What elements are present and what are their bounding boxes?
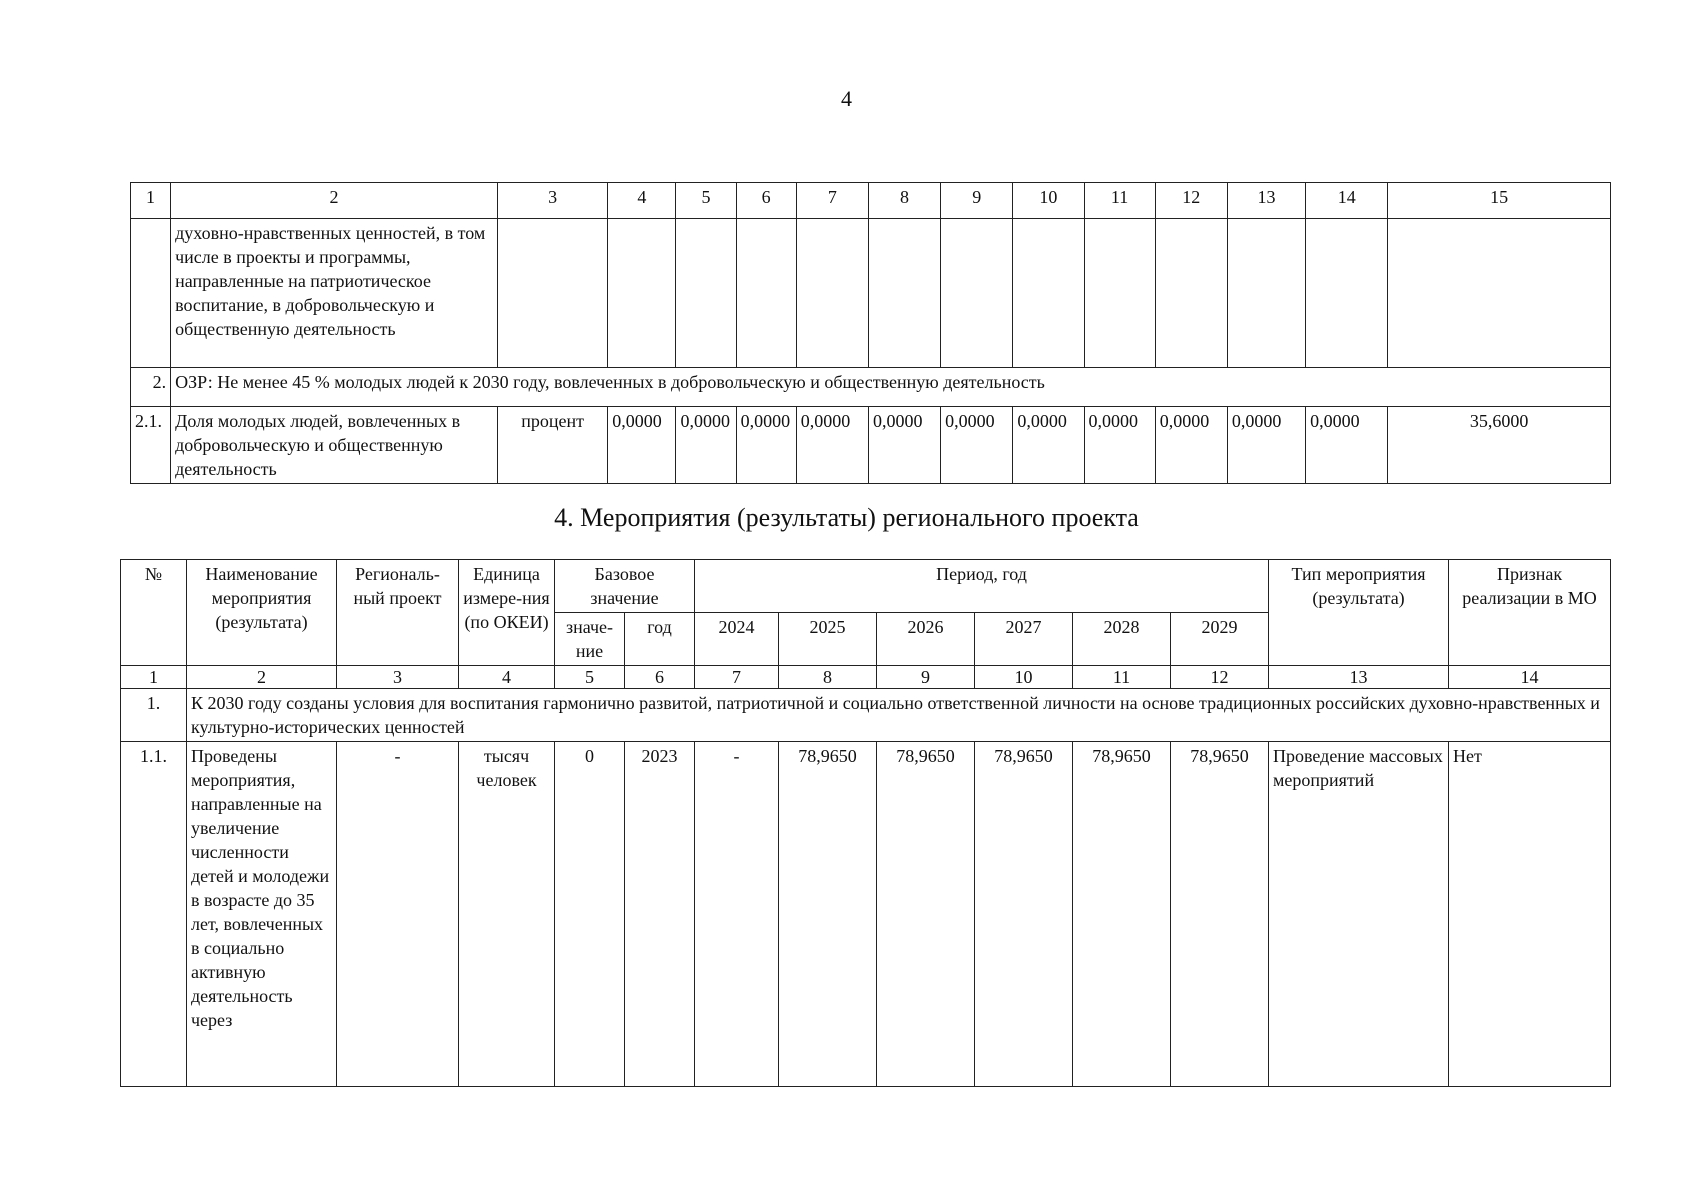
header-unit: Единица измере-ния (по ОКЕИ) bbox=[459, 560, 555, 666]
indicator-row bbox=[131, 407, 1611, 484]
column-number: 14 bbox=[1306, 183, 1388, 219]
indicator-name: Доля молодых людей, вовлеченных в добровольческую и общественную деятельность bbox=[171, 407, 498, 484]
activity-name: Проведены мероприятия, направленные на увеличение численности детей и молодежи в возрасте до 35 лет, вовлеченных в социально активную деятельность через bbox=[187, 742, 337, 1087]
goal-row bbox=[131, 368, 1611, 407]
column-number: 3 bbox=[337, 666, 459, 689]
activity-regional-project: - bbox=[337, 742, 459, 1087]
header-year: 2028 bbox=[1073, 613, 1171, 666]
indicator-value: 0,0000 bbox=[796, 407, 868, 484]
indicator-unit: процент bbox=[497, 407, 607, 484]
activity-year-value: 78,9650 bbox=[877, 742, 975, 1087]
column-number: 15 bbox=[1388, 183, 1611, 219]
table-row bbox=[131, 219, 1611, 368]
activity-year-value: 78,9650 bbox=[1073, 742, 1171, 1087]
goal-text: ОЗР: Не менее 45 % молодых людей к 2030 году, вовлеченных в добровольческую и общественную деятельность bbox=[171, 368, 1611, 407]
column-number: 2 bbox=[171, 183, 498, 219]
header-sign: Признак реализации в МО bbox=[1449, 560, 1611, 666]
column-number: 10 bbox=[975, 666, 1073, 689]
indicator-final-value: 35,6000 bbox=[1388, 407, 1611, 484]
header-year: 2026 bbox=[877, 613, 975, 666]
indicator-value: 0,0000 bbox=[1227, 407, 1305, 484]
activity-year-value: 78,9650 bbox=[779, 742, 877, 1087]
column-number: 1 bbox=[121, 666, 187, 689]
activity-base-value: 0 bbox=[555, 742, 625, 1087]
indicator-value: 0,0000 bbox=[676, 407, 736, 484]
column-number: 7 bbox=[796, 183, 868, 219]
header-base-year: год bbox=[625, 613, 695, 666]
indicator-value: 0,0000 bbox=[1013, 407, 1084, 484]
column-number: 5 bbox=[555, 666, 625, 689]
activity-year-value: - bbox=[695, 742, 779, 1087]
column-number: 6 bbox=[736, 183, 796, 219]
column-number: 4 bbox=[459, 666, 555, 689]
header-type: Тип мероприятия (результата) bbox=[1269, 560, 1449, 666]
indicator-value: 0,0000 bbox=[1084, 407, 1155, 484]
column-number: 12 bbox=[1171, 666, 1269, 689]
indicator-value: 0,0000 bbox=[941, 407, 1013, 484]
activity-year-value: 78,9650 bbox=[975, 742, 1073, 1087]
header-year: 2024 bbox=[695, 613, 779, 666]
row-number: 2.1. bbox=[131, 407, 171, 484]
column-number: 7 bbox=[695, 666, 779, 689]
activity-sign: Нет bbox=[1449, 742, 1611, 1087]
header-base: Базовое значение bbox=[555, 560, 695, 613]
column-number: 10 bbox=[1013, 183, 1084, 219]
header-period: Период, год bbox=[695, 560, 1269, 613]
column-number: 14 bbox=[1449, 666, 1611, 689]
indicator-value: 0,0000 bbox=[608, 407, 676, 484]
header-year: 2029 bbox=[1171, 613, 1269, 666]
continuation-text: духовно-нравственных ценностей, в том числе в проекты и программы, направленные на патриотическое воспитание, в добровольческую и общественную деятельность bbox=[171, 219, 498, 368]
indicator-value: 0,0000 bbox=[1306, 407, 1388, 484]
column-number: 11 bbox=[1073, 666, 1171, 689]
section-title: 4. Мероприятия (результаты) регионального проекта bbox=[554, 503, 1139, 532]
activity-row bbox=[121, 742, 1611, 1087]
column-number: 9 bbox=[941, 183, 1013, 219]
header-name: Наименование мероприятия (результата) bbox=[187, 560, 337, 666]
row-number: 1. bbox=[121, 689, 187, 742]
table-header-row bbox=[121, 560, 1611, 613]
indicators-table bbox=[130, 182, 1611, 484]
indicator-value: 0,0000 bbox=[1155, 407, 1227, 484]
activity-base-year: 2023 bbox=[625, 742, 695, 1087]
row-number: 1.1. bbox=[121, 742, 187, 1087]
column-number: 11 bbox=[1084, 183, 1155, 219]
column-number: 12 bbox=[1155, 183, 1227, 219]
column-number: 3 bbox=[497, 183, 607, 219]
column-number: 5 bbox=[676, 183, 736, 219]
page-number: 4 bbox=[841, 86, 852, 111]
row-number: 2. bbox=[131, 368, 171, 407]
task-row bbox=[121, 689, 1611, 742]
column-number: 8 bbox=[779, 666, 877, 689]
header-regional-project: Региональ-ный проект bbox=[337, 560, 459, 666]
column-number: 6 bbox=[625, 666, 695, 689]
header-base-value: значе-ние bbox=[555, 613, 625, 666]
indicator-value: 0,0000 bbox=[868, 407, 940, 484]
header-num: № bbox=[121, 560, 187, 666]
activity-year-value: 78,9650 bbox=[1171, 742, 1269, 1087]
column-number: 13 bbox=[1227, 183, 1305, 219]
header-year: 2027 bbox=[975, 613, 1073, 666]
column-number: 4 bbox=[608, 183, 676, 219]
activity-unit: тысяч человек bbox=[459, 742, 555, 1087]
column-number: 1 bbox=[131, 183, 171, 219]
column-number: 9 bbox=[877, 666, 975, 689]
activity-type: Проведение массовых мероприятий bbox=[1269, 742, 1449, 1087]
indicator-value: 0,0000 bbox=[736, 407, 796, 484]
header-year: 2025 bbox=[779, 613, 877, 666]
activities-table bbox=[120, 559, 1611, 1087]
table-header-row bbox=[131, 183, 1611, 219]
column-number: 13 bbox=[1269, 666, 1449, 689]
column-number: 8 bbox=[868, 183, 940, 219]
column-numbers-row bbox=[121, 666, 1611, 689]
column-number: 2 bbox=[187, 666, 337, 689]
task-text: К 2030 году созданы условия для воспитания гармонично развитой, патриотичной и социально ответственной личности на основе традиционных российских духовно-нравственных и культурно-исторических ценностей bbox=[187, 689, 1611, 742]
